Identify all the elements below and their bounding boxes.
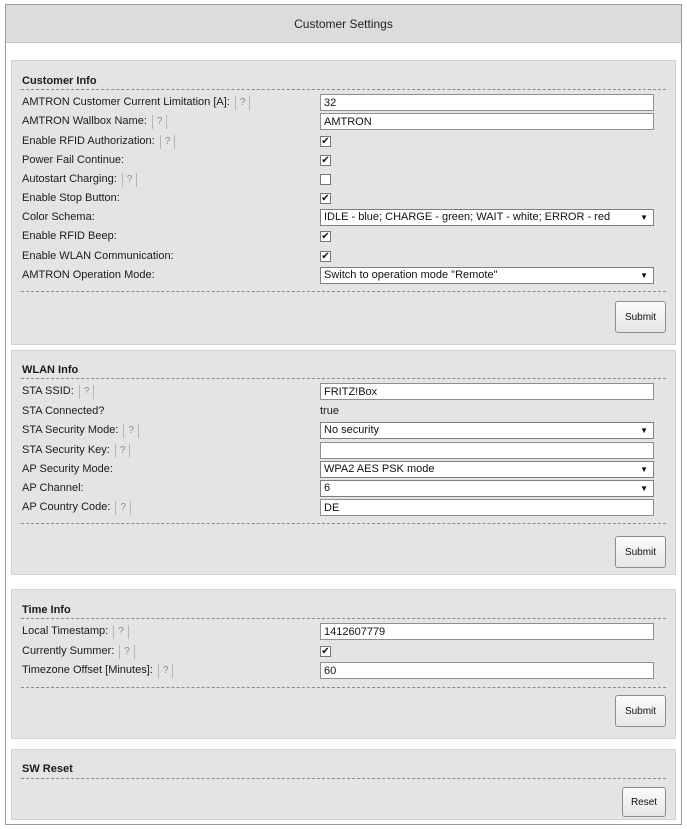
divider: [21, 618, 666, 619]
rfid-beep-checkbox[interactable]: ✔: [321, 231, 330, 242]
power-fail-checkbox[interactable]: ✔: [321, 155, 330, 166]
row-ap-channel: [22, 480, 665, 498]
operation-mode-select[interactable]: [320, 267, 654, 284]
row-rfid-beep: [22, 228, 665, 246]
help-icon[interactable]: ?: [79, 385, 95, 399]
row-ap-security-mode: [22, 461, 665, 479]
wlan-comm-label: Enable WLAN Communication:: [22, 250, 174, 262]
divider: [21, 89, 666, 90]
help-icon[interactable]: ?: [160, 135, 176, 149]
sw-reset-title: SW Reset: [22, 763, 73, 775]
wlan-info-panel: [11, 350, 676, 575]
autostart-label: Autostart Charging:: [22, 173, 117, 185]
row-autostart: [22, 171, 665, 189]
ap-country-code-label: AP Country Code:: [22, 501, 111, 513]
row-stop-button: [22, 190, 665, 208]
divider: [21, 291, 666, 292]
operation-mode-label: AMTRON Operation Mode:: [22, 269, 155, 281]
row-local-timestamp: [22, 623, 665, 641]
ap-security-mode-label: AP Security Mode:: [22, 463, 113, 475]
sw-reset-panel: [11, 749, 676, 820]
currently-summer-checkbox[interactable]: ✔: [321, 646, 330, 657]
ap-channel-label: AP Channel:: [22, 482, 84, 494]
row-power-fail: [22, 152, 665, 170]
local-timestamp-label: Local Timestamp:: [22, 625, 109, 637]
dropdown-arrow-icon: ▼: [640, 465, 648, 474]
wlan-info-submit-button[interactable]: Submit: [615, 536, 666, 568]
customer-info-submit-button[interactable]: Submit: [615, 301, 666, 333]
dropdown-arrow-icon: ▼: [640, 426, 648, 435]
power-fail-label: Power Fail Continue:: [22, 154, 125, 166]
current-limit-label: AMTRON Customer Current Limitation [A]:: [22, 96, 230, 108]
help-icon[interactable]: ?: [235, 96, 251, 110]
dropdown-arrow-icon: ▼: [640, 484, 648, 493]
rfid-auth-label: Enable RFID Authorization:: [22, 135, 155, 147]
row-wallbox-name: [22, 113, 665, 131]
timezone-offset-label: Timezone Offset [Minutes]:: [22, 664, 153, 676]
reset-button[interactable]: Reset: [622, 787, 666, 817]
time-info-submit-button[interactable]: Submit: [615, 695, 666, 727]
current-limit-input[interactable]: [320, 94, 654, 111]
divider: [21, 378, 666, 379]
row-color-schema: [22, 209, 665, 227]
sta-connected-value: true: [320, 405, 339, 417]
currently-summer-label: Currently Summer:: [22, 645, 115, 657]
sta-security-mode-label: STA Security Mode:: [22, 424, 119, 436]
stop-button-checkbox[interactable]: ✔: [321, 193, 330, 204]
ap-country-code-input[interactable]: [320, 499, 654, 516]
help-icon[interactable]: ?: [123, 424, 139, 438]
sta-security-key-label: STA Security Key:: [22, 444, 110, 456]
row-timezone-offset: [22, 662, 665, 680]
row-current-limit: [22, 94, 665, 112]
sta-ssid-label: STA SSID:: [22, 385, 74, 397]
row-rfid-auth: [22, 133, 665, 151]
timezone-offset-input[interactable]: [320, 662, 654, 679]
wallbox-name-label: AMTRON Wallbox Name:: [22, 115, 147, 127]
row-ap-country-code: [22, 499, 665, 517]
local-timestamp-input[interactable]: [320, 623, 654, 640]
color-schema-value: IDLE - blue; CHARGE - green; WAIT - white; ERROR - red: [324, 211, 611, 223]
settings-frame: [5, 4, 682, 825]
row-wlan-comm: [22, 248, 665, 266]
row-sta-ssid: [22, 383, 665, 401]
sta-security-mode-select[interactable]: [320, 422, 654, 439]
row-sta-security-key: [22, 442, 665, 460]
divider: [21, 687, 666, 688]
color-schema-select[interactable]: [320, 209, 654, 226]
color-schema-label: Color Schema:: [22, 211, 95, 223]
help-icon[interactable]: ?: [152, 115, 168, 129]
wlan-info-title: WLAN Info: [22, 364, 79, 376]
page-title: Customer Settings: [6, 5, 681, 43]
ap-security-mode-value: WPA2 AES PSK mode: [324, 463, 435, 475]
divider: [21, 523, 666, 524]
ap-channel-value: 6: [324, 482, 331, 494]
sta-security-key-input[interactable]: [320, 442, 654, 459]
customer-info-panel: [11, 60, 676, 345]
row-sta-security-mode: [22, 422, 665, 440]
dropdown-arrow-icon: ▼: [640, 271, 648, 280]
help-icon[interactable]: ?: [115, 501, 131, 515]
time-info-title: Time Info: [22, 604, 71, 616]
ap-security-mode-select[interactable]: [320, 461, 654, 478]
dropdown-arrow-icon: ▼: [640, 213, 648, 222]
sta-security-mode-value: No security: [324, 424, 380, 436]
help-icon[interactable]: ?: [158, 664, 174, 678]
time-info-panel: [11, 589, 676, 739]
help-icon[interactable]: ?: [119, 645, 135, 659]
help-icon[interactable]: ?: [122, 173, 138, 187]
ap-channel-select[interactable]: [320, 480, 654, 497]
stop-button-label: Enable Stop Button:: [22, 192, 120, 204]
wlan-comm-checkbox[interactable]: ✔: [321, 251, 330, 262]
sta-connected-label: STA Connected?: [22, 405, 105, 417]
autostart-checkbox[interactable]: [320, 174, 331, 185]
row-currently-summer: [22, 643, 665, 661]
help-icon[interactable]: ?: [115, 444, 131, 458]
rfid-auth-checkbox[interactable]: ✔: [321, 136, 330, 147]
wallbox-name-input[interactable]: [320, 113, 654, 130]
rfid-beep-label: Enable RFID Beep:: [22, 230, 117, 242]
customer-info-title: Customer Info: [22, 75, 97, 87]
help-icon[interactable]: ?: [113, 625, 129, 639]
sta-ssid-input[interactable]: [320, 383, 654, 400]
divider: [21, 778, 666, 779]
operation-mode-value: Switch to operation mode "Remote": [324, 269, 498, 281]
row-operation-mode: [22, 267, 665, 285]
row-sta-connected: [22, 403, 665, 421]
